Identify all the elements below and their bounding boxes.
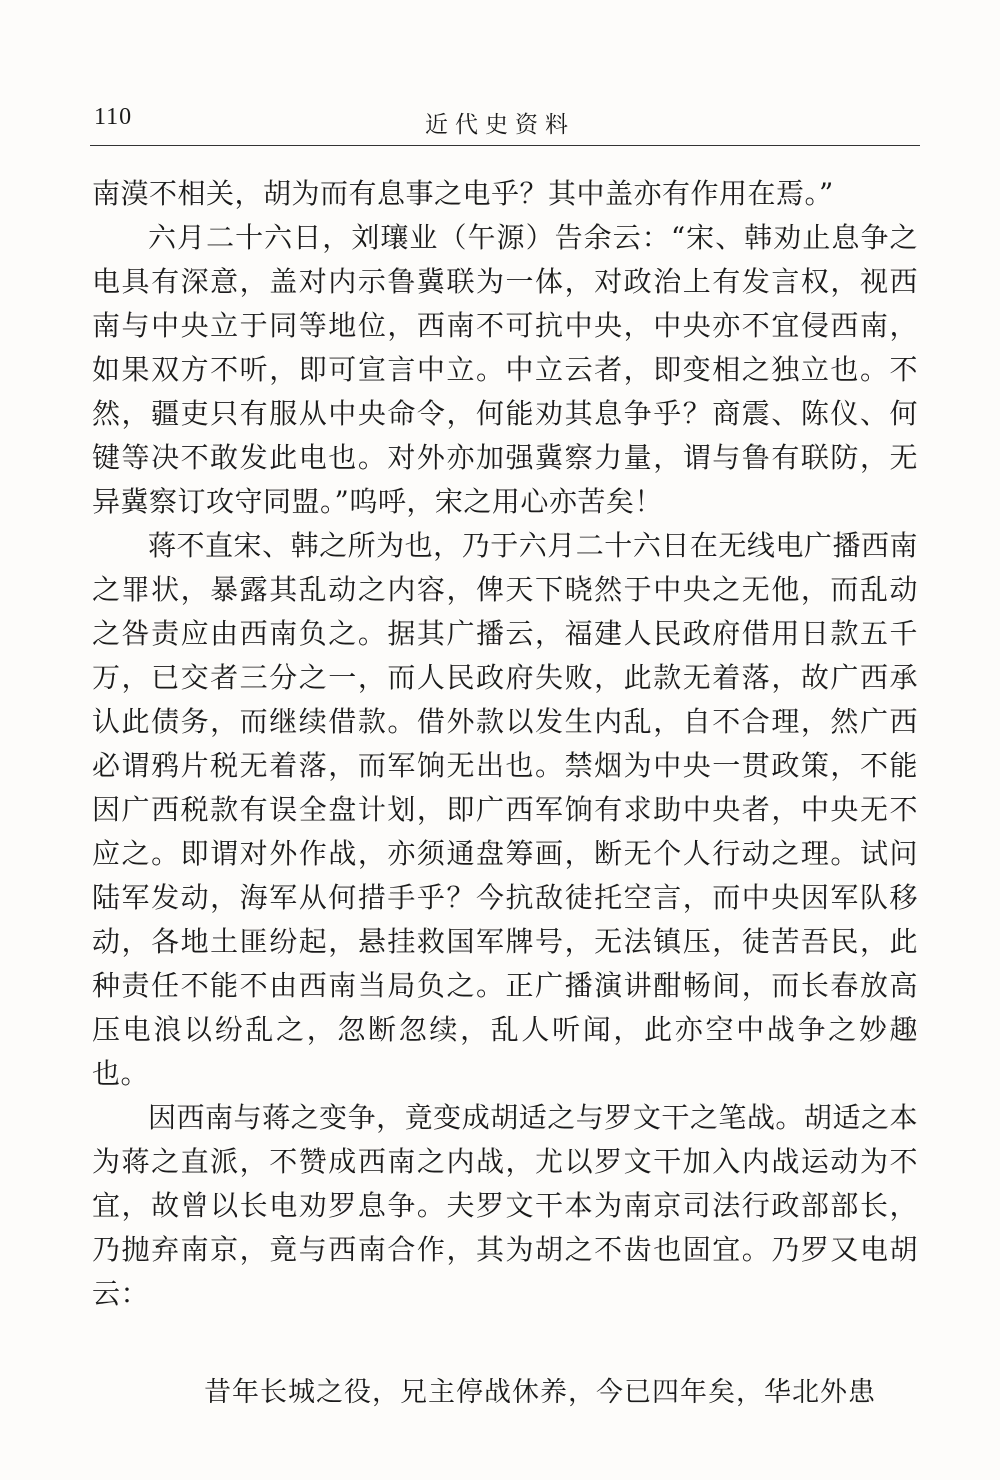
main-text: [92, 172, 918, 1316]
paragraph: 蒋不直宋、韩之所为也，乃于六月二十六日在无线电广播西南之罪状，暴露其乱动之内容，俾天下晓然于中央之无他，而乱动之咎责应由西南负之。据其广播云，福建人民政府借用日款五千万，已交者三分之一，而人民政府失败，此款无着落，故广西承认此债务，而继续借款。借外款以发生内乱，自不合理，然广西必谓鸦片税无着落，而军饷无出也。禁烟为中央一贯政策，不能因广西税款有误全盘计划，即广西军饷有求助中央者，中央无不应之。即谓对外作战，亦须通盘筹画，断无个人行动之理。试问陆军发动，海军从何措手乎？今抗敌徒托空言，而中央因军队移动，各地土匪纷起，悬挂救国军牌号，无法镇压，徒苦吾民，此种责任不能不由西南当局负之。正广播演讲酣畅间，而长春放高压电浪以纷乱之，忽断忽续，乱人听闻，此亦空中战争之妙趣也。: [92, 529, 918, 1090]
paragraph: 因西南与蒋之变争，竟变成胡适之与罗文干之笔战。胡适之本为蒋之直派，不赞成西南之内战，尤以罗文干加入内战运动为不宜，故曾以长电劝罗息争。夫罗文干本为南京司法行政部部长，乃抛弃南京，竟与西南合作，其为胡之不齿也固宜。乃罗又电胡云：: [92, 1101, 918, 1310]
watermark: [0, 850, 40, 1090]
header-divider: [90, 145, 920, 146]
paragraph: 六月二十六日，刘瓖业（午源）告余云：“宋、韩劝止息争之电具有深意，盖对内示鲁冀联为一体，对政治上有发言权，视西南与中央立于同等地位，西南不可抗中央，中央亦不宜侵西南，如果双方不听，即可宣言中立。中立云者，即变相之独立也。不然，疆吏只有服从中央命令，何能劝其息争乎？商震、陈仪、何键等决不敢发此电也。对外亦加强冀察力量，谓与鲁有联防，无异冀察订攻守同盟。”呜呼，宋之用心亦苦矣！: [92, 221, 918, 518]
paragraph-continuation: 南漠不相关，胡为而有息事之电乎？其中盖亦有作用在焉。”: [92, 177, 834, 210]
page-number: 110: [94, 104, 133, 130]
block-quote: 昔年长城之役，兄主停战休养，今已四年矣，华北外患: [204, 1377, 876, 1408]
running-title: 近代史资料: [425, 112, 575, 138]
